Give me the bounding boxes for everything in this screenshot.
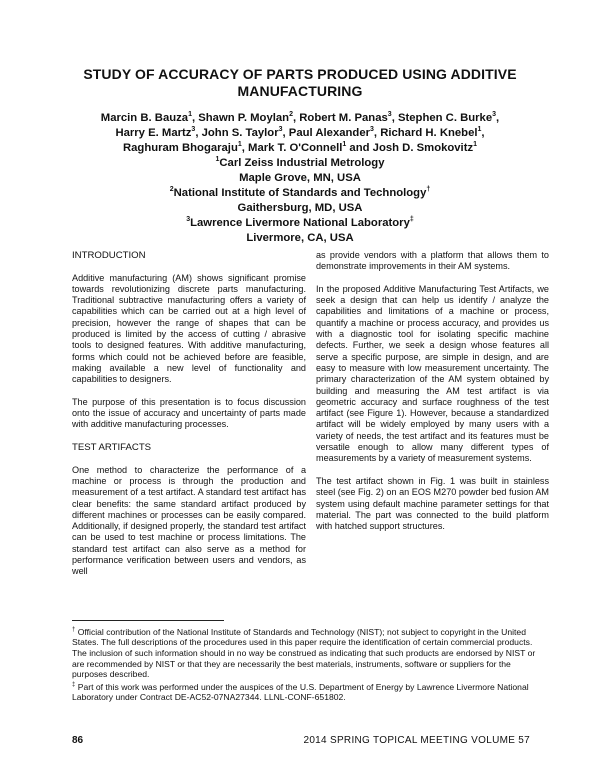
- author-affiliation-mark: 1: [342, 141, 347, 149]
- footnote-mark: ‡: [409, 216, 414, 224]
- footnote-mark: †: [426, 186, 431, 194]
- author-affiliation-mark: 2: [289, 111, 293, 119]
- section-heading-introduction: INTRODUCTION: [72, 250, 146, 261]
- author-separator: ,: [391, 112, 398, 124]
- body-paragraph: The test artifact shown in Fig. 1 was built in stainless steel (see Fig. 2) on an EOS M270 powder bed fusion AM system using default machine parameter settings for that material. The part was connected to the build platform with hatched support structures.: [316, 475, 549, 532]
- footnote: [72, 680, 542, 703]
- author-name: Marcin B. Bauza: [100, 112, 189, 124]
- author-separator: ,: [373, 127, 381, 139]
- footnotes: [72, 625, 542, 703]
- affiliation-mark: 3: [186, 216, 191, 224]
- running-footer: 2014 SPRING TOPICAL MEETING VOLUME 57: [303, 735, 530, 746]
- footnote-mark: †: [72, 627, 76, 633]
- author-name: Stephen C. Burke: [397, 112, 493, 124]
- author-affiliation-mark: 3: [370, 126, 374, 134]
- right-column: [316, 250, 549, 544]
- author-affiliation-mark: 1: [237, 141, 242, 149]
- author-name: Mark T. O'Connell: [248, 142, 343, 154]
- body-paragraph: One method to characterize the performance of a machine or process is through the production and measurement of a test artifact. A standard test artifact has clear benefits: the same standard artifact produced by different machines or processes can be easily compared. Additionally, if designed properly, the standard test artifact can be used to test machine or process limitations. The standard test artifact can also serve as a method for performance verification between users and vendors, as well: [72, 464, 306, 577]
- author-separator: ,: [191, 112, 199, 124]
- author-affiliation-mark: 1: [473, 141, 478, 149]
- author-name: Richard H. Knebel: [380, 127, 478, 139]
- body-paragraph: In the proposed Additive Manufacturing Test Artifacts, we seek a design that can help us identify / analyze the capabilities and limitations of a machine or process, quantify a machine or process accuracy, and provides us with a diagnostic tool for isolating specific machine defects. Further, we seek a design whose features all serve a specific purpose, are simple in design, and are easy to measure with low measurement uncertainty. The primary characterization of the AM system obtained by building and measuring the AM test artifact is via geometric accuracy and surface roughness of the test artifact (see Figure 1). However, because a standardized artifact will be widely employed by many users with a variety of needs, the test artifact and its features must be versatile enough to allow many different types of measurements by a variety of measurement systems.: [316, 283, 549, 464]
- author-separator: ,: [496, 112, 500, 124]
- author-separator: ,: [195, 127, 202, 139]
- section-heading-test-artifacts: TEST ARTIFACTS: [72, 442, 152, 454]
- body-paragraph: The purpose of this presentation is to focus discussion onto the issue of accuracy and uncertainty of parts made with additive manufacturing processes.: [72, 396, 306, 430]
- author-separator: ,: [481, 127, 485, 139]
- body-paragraph: as provide vendors with a platform that allows them to demonstrate improvements in their AM systems.: [316, 250, 549, 272]
- affiliation-city: Gaithersburg, MD, USA: [237, 202, 363, 214]
- author-separator: ,: [292, 112, 300, 124]
- author-affiliation-mark: 1: [477, 126, 482, 134]
- author-name: Harry E. Martz: [115, 127, 192, 139]
- footnote-divider: [72, 620, 224, 621]
- author-separator: ,: [282, 127, 289, 139]
- affiliation-city: Maple Grove, MN, USA: [239, 172, 361, 184]
- author-block: [70, 111, 530, 246]
- author-name: Paul Alexander: [288, 127, 370, 139]
- paper-title: STUDY OF ACCURACY OF PARTS PRODUCED USING ADDITIVE MANUFACTURING: [83, 66, 517, 99]
- left-column: [72, 250, 306, 589]
- footnote-text: Official contribution of the National Institute of Standards and Technology (NIST); not subject to copyright in the United States. The full descriptions of the procedures used in this paper require the identification of certain commercial products. The inclusion of such information should in no way be construed as indicating that such products are endorsed by NIST or are recommended by NIST or that they are necessarily the best materials, instruments, software or suppliers for the purposes described.: [72, 626, 536, 680]
- author-affiliation-mark: 3: [191, 126, 196, 134]
- page-number: 86: [72, 735, 84, 746]
- author-name: Shawn P. Moylan: [198, 112, 290, 124]
- author-affiliation-mark: 3: [387, 111, 392, 119]
- author-separator: ,: [241, 142, 249, 154]
- author-name: Robert M. Panas: [299, 112, 388, 124]
- author-name: Josh D. Smokovitz: [372, 142, 474, 154]
- body-paragraph: Additive manufacturing (AM) shows significant promise towards revolutionizing discrete parts manufacturing. Traditional subtractive manufacturing offers a variety of capabilities which can be carried out at a high level of precision, however the range of shapes that can be produced is limited by the access of cutting / abrasive tools to designed features. With additive manufacturing, forms which could not be achieved before are feasible, making available a new level of functionality and capabilities to designers.: [72, 272, 306, 385]
- affiliation-mark: 2: [169, 186, 174, 194]
- footnote-text: Part of this work was performed under the auspices of the U.S. Department of Energy by Lawrence Livermore National Laboratory under Contract DE-AC52-07NA27344. LLNL-CONF-651802.: [72, 681, 529, 703]
- affiliation-name: National Institute of Standards and Technology: [173, 187, 427, 199]
- affiliation-city: Livermore, CA, USA: [246, 232, 354, 244]
- author-affiliation-mark: 3: [278, 126, 283, 134]
- affiliation-mark: 1: [215, 156, 220, 164]
- author-affiliation-mark: 3: [492, 111, 497, 119]
- footnote: [72, 625, 542, 680]
- affiliation-name: Lawrence Livermore National Laboratory: [190, 217, 410, 229]
- footnote-mark: ‡: [72, 681, 76, 688]
- author-separator: and: [346, 142, 373, 154]
- author-name: John S. Taylor: [201, 127, 279, 139]
- author-name: Raghuram Bhogaraju: [122, 142, 238, 154]
- author-affiliation-mark: 1: [188, 111, 192, 119]
- affiliation-name: Carl Zeiss Industrial Metrology: [219, 157, 385, 169]
